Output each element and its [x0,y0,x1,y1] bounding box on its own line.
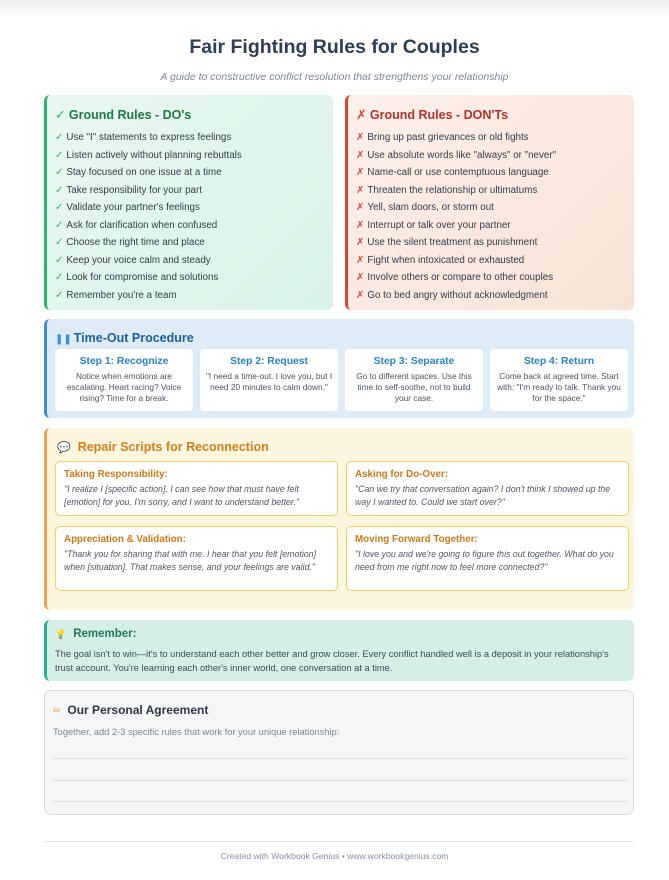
timeout-step-1 [55,349,193,411]
script-text: "I love you and we're going to figure this out together. What do you need from me right now to feel more connected?" [355,549,614,572]
dos-item [55,234,242,252]
dos-item [55,287,242,305]
footer-text: Created with Workbook Genius • www.workbookgenius.com [220,851,449,861]
donts-item [356,234,556,252]
donts-item [356,147,556,165]
dos-item [55,129,242,147]
step-text: Come back at agreed time. Start with: "I'm ready to talk. Thank you for the space." [497,371,621,403]
cross-icon: ✗ [356,132,365,143]
dos-item-text: Remember you're a team [66,289,177,301]
cross-icon: ✗ [356,167,365,178]
dos-title-text: Ground Rules - DO's [68,108,192,122]
pencil-icon: ✏ [53,706,62,717]
dos-item [55,269,242,287]
script-text: "I realize I [specific action]. I can see how that must have felt [emotion] for you. I'm sorry, and I want to understand better." [64,484,300,507]
cross-icon: ✗ [356,107,367,122]
repair-title-text: Repair Scripts for Reconnection [77,440,269,454]
donts-item-text: Yell, slam doors, or storm out [367,202,494,213]
donts-item-text: Bring up past grievances or old fights [367,132,529,143]
donts-item [356,129,556,147]
repair-script-card [55,461,338,516]
dos-item-text: Look for compromise and solutions [66,272,219,283]
remember-title-text: Remember: [73,628,137,640]
donts-title [356,107,508,123]
dos-item-text: Ask for clarification when confused [66,219,218,231]
check-icon: ✓ [55,289,64,301]
page-title: Fair Fighting Rules for Couples [189,36,480,58]
donts-panel [345,95,634,310]
check-icon: ✓ [55,184,64,196]
dos-item-text: Validate your partner's feelings [66,202,200,213]
agreement-panel [44,690,634,815]
dos-item [55,182,242,200]
writing-line[interactable] [53,758,627,759]
cross-icon: ✗ [356,202,365,213]
cross-icon: ✗ [356,149,365,161]
repair-script-card [55,526,338,591]
remember-text: The goal isn't to win—it's to understand each other better and grow closer. Every conflict handled well is a deposit in your relationship's trust account. You're learning each other's inner world, one conversation at a time. [55,649,609,673]
dos-item [55,217,242,235]
check-icon: ✓ [55,107,66,122]
step-title: Step 1: Recognize [79,356,169,367]
step-title: Step 4: Return [523,356,595,367]
donts-item [356,287,556,305]
donts-item-text: Threaten the relationship or ultimatums [367,184,538,196]
script-text: "Thank you for sharing that with me. I hear that you felt [emotion] when [situation]. That makes sense, and your feelings are valid." [64,549,317,572]
donts-item-text: Go to bed angry without acknowledgment [367,289,548,301]
agreement-title [53,703,208,717]
check-icon: ✓ [55,167,64,178]
timeout-step-4 [490,349,628,411]
donts-item [356,199,556,217]
writing-line[interactable] [53,780,627,781]
script-title: Asking for Do-Over: [355,469,449,480]
dos-panel [44,95,333,310]
cross-icon: ✗ [356,219,365,231]
check-icon: ✓ [55,272,64,283]
donts-item-text: Name-call or use contemptuous language [367,167,549,178]
agreement-title-text: Our Personal Agreement [67,703,209,717]
repair-script-card [346,526,629,591]
dos-item-text: Keep your voice calm and steady [66,254,211,266]
repair-script-card [346,461,629,516]
dos-item-text: Stay focused on one issue at a time [66,167,222,178]
check-icon: ✓ [55,237,64,248]
speech-bubble-icon: 💬 [57,442,71,454]
step-text: Go to different spaces. Use this time to self-soothe, not to build your case. [356,371,472,403]
donts-title-text: Ground Rules - DON'Ts [369,108,509,122]
donts-item [356,182,556,200]
cross-icon: ✗ [356,237,365,248]
script-text: "Can we try that conversation again? I don't think I showed up the way I wanted to. Could we start over?" [355,484,611,507]
repair-panel [44,428,634,610]
dos-item [55,252,242,270]
script-title: Moving Forward Together: [355,534,478,545]
timeout-panel [44,319,634,418]
dos-item-text: Use "I" statements to express feelings [66,132,232,143]
timeout-title-text: Time-Out Procedure [73,331,194,345]
dos-title [55,107,191,123]
donts-item-text: Interrupt or talk over your partner [367,219,511,231]
remember-title [55,628,137,640]
lightbulb-icon: 💡 [55,629,67,639]
pause-icon: ❚❚ [55,334,72,345]
donts-list [356,129,556,304]
dos-item-text: Choose the right time and place [66,237,205,248]
donts-item [356,252,556,270]
dos-item-text: Take responsibility for your part [66,184,202,196]
donts-item-text: Involve others or compare to other couples [367,272,554,283]
check-icon: ✓ [55,202,64,213]
donts-item-text: Use absolute words like "always" or "never" [367,149,557,161]
check-icon: ✓ [55,149,64,161]
footer-divider [44,841,634,842]
donts-item [356,269,556,287]
check-icon: ✓ [55,132,64,143]
remember-panel [44,620,634,681]
writing-line[interactable] [53,801,627,802]
cross-icon: ✗ [356,254,365,266]
script-title: Appreciation & Validation: [64,534,186,545]
top-shadow [0,0,669,18]
cross-icon: ✗ [356,184,365,196]
donts-item [356,164,556,182]
agreement-prompt: Together, add 2-3 specific rules that work for your unique relationship: [53,727,340,737]
dos-item [55,164,242,182]
timeout-step-3 [345,349,483,411]
cross-icon: ✗ [356,289,365,301]
check-icon: ✓ [55,254,64,266]
donts-item-text: Use the silent treatment as punishment [367,237,538,248]
check-icon: ✓ [55,219,64,231]
timeout-title [55,331,194,345]
step-text: Notice when emotions are escalating. Heart racing? Voice rising? Time for a break. [66,371,182,403]
donts-item [356,217,556,235]
cross-icon: ✗ [356,272,365,283]
step-title: Step 3: Separate [373,356,455,367]
page-subtitle: A guide to constructive conflict resolution that strengthens your relationship [160,71,509,83]
dos-item [55,199,242,217]
step-text: "I need a time-out. I love you, but I need 20 minutes to calm down." [205,371,333,392]
timeout-step-2 [200,349,338,411]
dos-list [55,129,242,304]
script-title: Taking Responsibility: [64,469,168,480]
dos-item [55,147,242,165]
step-title: Step 2: Request [230,356,308,367]
repair-title [57,440,269,454]
dos-item-text: Listen actively without planning rebuttals [66,149,242,161]
donts-item-text: Fight when intoxicated or exhausted [367,254,525,266]
